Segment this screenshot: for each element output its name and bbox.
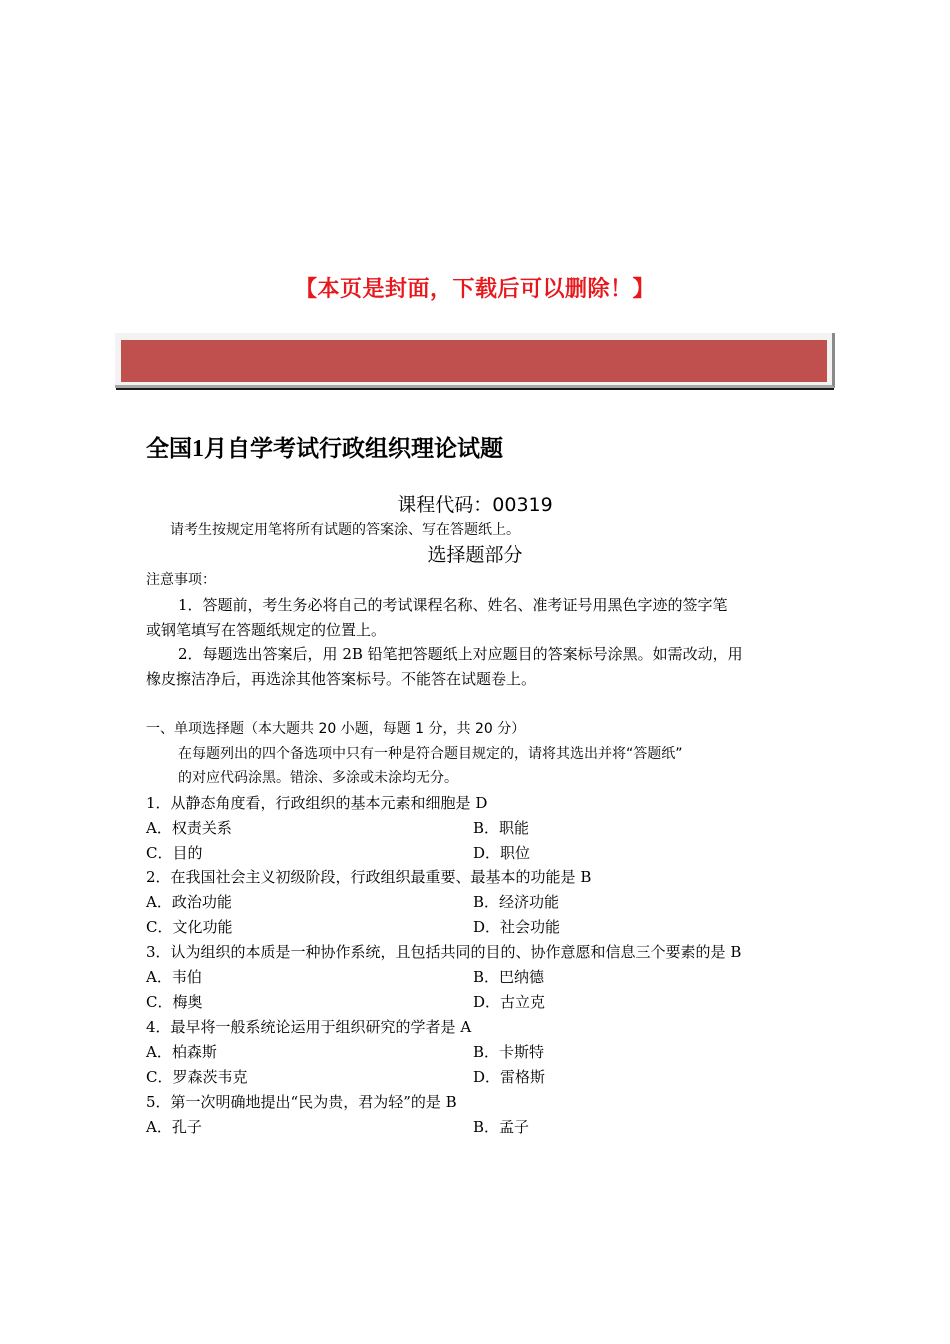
question-1-option-a: A．权责关系 xyxy=(146,819,232,837)
question-4-option-a: A．柏森斯 xyxy=(146,1043,217,1061)
exam-title-suffix: 月自学考试行政组织理论试题 xyxy=(204,436,503,462)
part-1-heading: 一、单项选择题（本大题共 20 小题，每题 1 分，共 20 分） xyxy=(146,721,526,737)
question-2-option-d: D．社会功能 xyxy=(473,918,561,936)
question-5-stem: 5．第一次明确地提出“民为贵，君为轻”的是 B xyxy=(146,1093,457,1111)
question-4-option-d: D．雷格斯 xyxy=(473,1068,546,1086)
question-2-option-a: A．政治功能 xyxy=(146,893,232,911)
part-1-desc-line-1: 在每题列出的四个备选项中只有一种是符合题目规定的，请将其选出并将“答题纸” xyxy=(178,746,683,762)
part-1-desc-line-2: 的对应代码涂黑。错涂、多涂或未涂均无分。 xyxy=(178,770,458,786)
question-4-option-c: C．罗森茨韦克 xyxy=(146,1068,248,1086)
question-2-option-b: B．经济功能 xyxy=(473,893,560,911)
cover-delete-note: 【本页是封面，下载后可以删除！】 xyxy=(294,277,655,302)
question-5-option-a: A．孔子 xyxy=(146,1118,202,1136)
note-1-line-1: 1．答题前，考生务必将自己的考试课程名称、姓名、准考证号用黑色字迹的签字笔 xyxy=(178,596,728,614)
question-3-stem: 3．认为组织的本质是一种协作系统，且包括共同的目的、协作意愿和信息三个要素的是 B xyxy=(146,943,742,961)
section-title: 选择题部分 xyxy=(427,544,523,566)
question-1-option-c: C．目的 xyxy=(146,844,203,862)
exam-title-prefix: 全国 xyxy=(146,436,192,462)
question-2-stem: 2．在我国社会主义初级阶段，行政组织最重要、最基本的功能是 B xyxy=(146,868,592,886)
question-4-option-b: B．卡斯特 xyxy=(473,1043,545,1061)
answer-instruction: 请考生按规定用笔将所有试题的答案涂、写在答题纸上。 xyxy=(170,522,520,538)
banner-bar xyxy=(121,340,827,382)
question-3-option-a: A．韦伯 xyxy=(146,968,202,986)
question-3-option-c: C．梅奥 xyxy=(146,993,203,1011)
note-2-line-2: 橡皮擦洁净后，再选涂其他答案标号。不能答在试题卷上。 xyxy=(146,670,537,688)
course-code: 课程代码：00319 xyxy=(397,494,553,516)
question-1-option-b: B．职能 xyxy=(473,819,530,837)
question-2-option-c: C．文化功能 xyxy=(146,918,233,936)
question-4-stem: 4．最早将一般系统论运用于组织研究的学者是 A xyxy=(146,1018,472,1036)
question-1-stem: 1．从静态角度看，行政组织的基本元素和细胞是 D xyxy=(146,794,488,812)
note-1-line-2: 或钢笔填写在答题纸规定的位置上。 xyxy=(146,621,387,639)
exam-title xyxy=(146,430,503,463)
question-3-option-d: D．古立克 xyxy=(473,993,546,1011)
notes-heading: 注意事项： xyxy=(146,572,216,588)
exam-title-number: 1 xyxy=(192,436,204,462)
divider-rule xyxy=(116,388,834,390)
question-3-option-b: B．巴纳德 xyxy=(473,968,545,986)
note-2-line-1: 2．每题选出答案后，用 2B 铅笔把答题纸上对应题目的答案标号涂黑。如需改动，用 xyxy=(178,645,743,663)
question-1-option-d: D．职位 xyxy=(473,844,531,862)
question-5-option-b: B．孟子 xyxy=(473,1118,530,1136)
